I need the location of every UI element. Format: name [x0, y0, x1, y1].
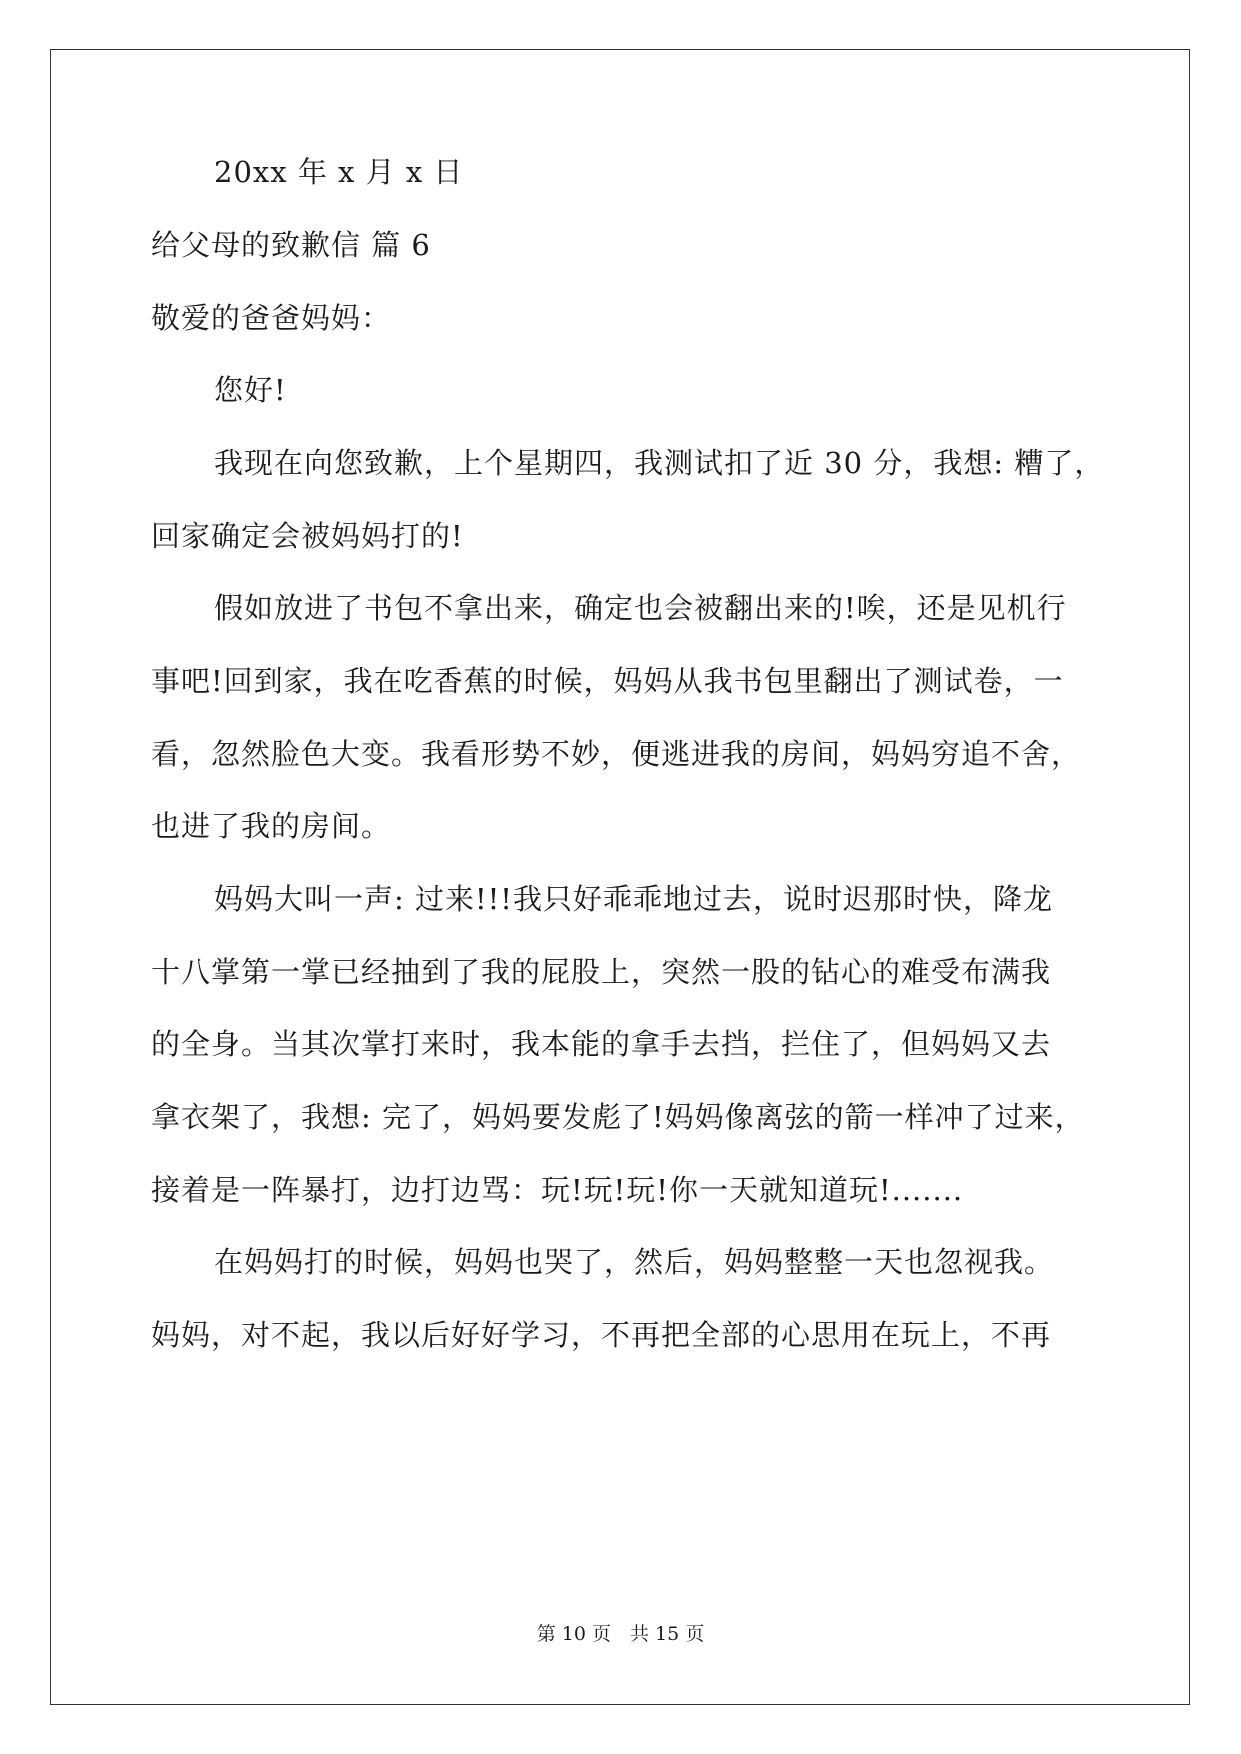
- greeting: 您好!: [214, 373, 287, 407]
- paragraph-line: 拿衣架了，我想: 完了，妈妈要发彪了!妈妈像离弦的箭一样冲了过来，: [151, 1100, 1085, 1134]
- salutation: 敬爱的爸爸妈妈：: [151, 301, 392, 335]
- paragraph-line: 在妈妈打的时候，妈妈也哭了，然后，妈妈整整一天也忽视我。: [214, 1245, 1055, 1279]
- paragraph-line: 回家确定会被妈妈打的!: [151, 519, 464, 553]
- paragraph-line: 也进了我的房间。: [151, 809, 392, 843]
- paragraph-line: 妈妈大叫一声: 过来!!!我只好乖乖地过去，说时迟那时快，降龙: [214, 882, 1053, 916]
- paragraph-line: 假如放进了书包不拿出来，确定也会被翻出来的!唉，还是见机行: [214, 591, 1067, 625]
- section-heading: 给父母的致歉信 篇 6: [151, 228, 431, 262]
- paragraph-line: 我现在向您致歉，上个星期四，我测试扣了近 30 分，我想: 糟了，: [214, 446, 1105, 480]
- paragraph-line: 接着是一阵暴打，边打边骂：玩!玩!玩!你一天就知道玩!.......: [151, 1173, 964, 1207]
- paragraph-line: 看，忽然脸色大变。我看形势不妙，便逃进我的房间，妈妈穷追不舍，: [151, 737, 1082, 771]
- paragraph-line: 的全身。当其次掌打来时，我本能的拿手去挡，拦住了，但妈妈又去: [151, 1027, 1052, 1061]
- paragraph-line: 事吧!回到家，我在吃香蕉的时候，妈妈从我书包里翻出了测试卷，一: [151, 664, 1064, 698]
- date-line: 20xx 年 x 月 x 日: [214, 155, 464, 189]
- paragraph-line: 妈妈，对不起，我以后好好学习，不再把全部的心思用在玩上，不再: [151, 1318, 1052, 1352]
- paragraph-line: 十八掌第一掌已经抽到了我的屁股上，突然一股的钻心的难受布满我: [151, 955, 1052, 989]
- page-number: 第 10 页 共 15 页: [536, 1623, 705, 1645]
